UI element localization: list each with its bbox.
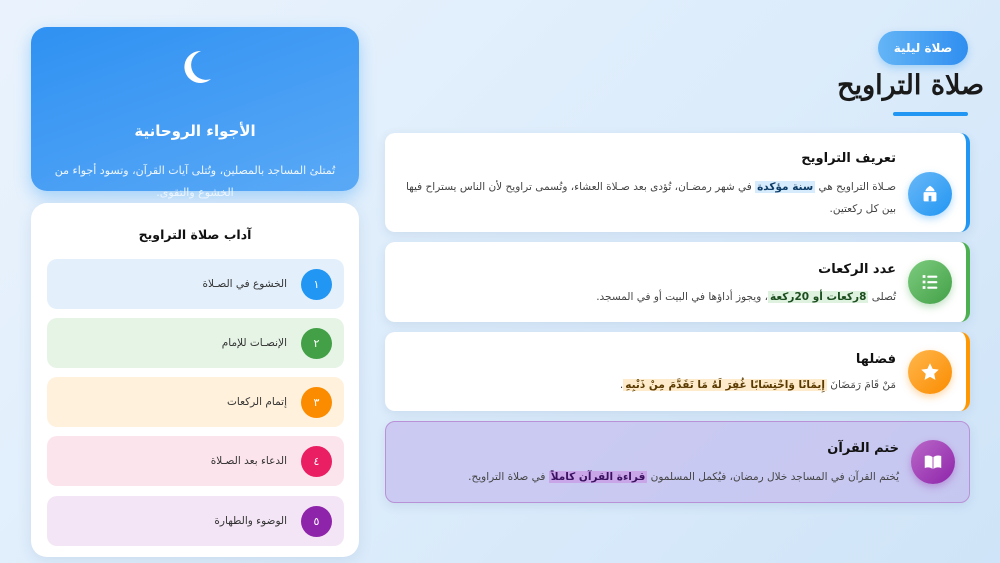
etiquette-title: آداب صلاة التراويح [138,227,252,242]
card-title: فضلها [855,352,896,367]
number-badge: ٥ [301,506,332,537]
card-title: تعريف التراويح [801,151,896,166]
list-item-label: الدعاء بعد الصـلاة [210,455,287,467]
highlight: 8ركعات أو 20ركعة [770,291,867,303]
card-title: عدد الركعات [818,262,896,277]
highlight: قراءة القرآن كاملاً [550,471,646,483]
list-item[interactable] [47,436,344,486]
ambiance-title: الأجواء الروحانية [134,122,256,140]
quran-completion-card [385,421,970,503]
list-item[interactable] [47,318,344,368]
etiquette-panel [31,203,359,557]
card-title: ختم القرآن [827,441,899,456]
page-title: صلاة التراويح [837,70,984,101]
category-tag[interactable]: صلاة ليلية [878,31,968,65]
number-badge: ٢ [301,328,332,359]
ambiance-text: تُمتلئ المساجد بالمصلين، وتُتلى آيات القرآن، وتسود أجواء من الخشوع والتقوى. [54,164,336,199]
card-text: تُصلى 8ركعات أو 20ركعة، ويجوز أداؤها في البيت أو في المسجد. [596,291,896,303]
number-badge: ٣ [301,387,332,418]
definition-card [385,133,970,232]
title-underline [893,112,968,116]
number-badge: ٤ [301,446,332,477]
book-icon [911,440,955,484]
list-item-label: الإنصـات للإمام [221,337,287,349]
highlight: إِيمَانًا وَاحْتِسَابًا غُفِرَ لَهُ مَا تَقَدَّمَ مِنْ ذَنْبِهِ [625,379,825,391]
list-item[interactable] [47,496,344,546]
list-item-label: الخشوع في الصـلاة [202,278,287,290]
number-badge: ١ [301,269,332,300]
rakat-count-card [385,242,970,322]
virtue-card [385,332,970,411]
star-icon [908,350,952,394]
list-item[interactable] [47,377,344,427]
list-icon [908,260,952,304]
card-text: مَنْ قَامَ رَمَضَانَ إِيمَانًا وَاحْتِسَابًا غُفِرَ لَهُ مَا تَقَدَّمَ مِنْ ذَنْبِهِ. [619,379,896,391]
list-item-label: الوضوء والطهارة [214,515,287,527]
spiritual-ambiance-box [31,27,359,199]
card-text: يُختم القرآن في المساجد خلال رمضان، فيُكمل المسلمون قراءة القرآن كاملاً في صلاة التراويح. [468,471,899,483]
list-item[interactable] [47,259,344,309]
list-item-label: إتمام الركعات [226,396,287,408]
card-text: صـلاة التراويح هي سنة مؤكدة في شهر رمضـان، تُؤدى بعد صـلاة العشاء، وتُسمى تراويح لأن الناس يستراح فيها بين كل ركعتين. [405,181,896,215]
mosque-icon [908,172,952,216]
moon-icon [175,47,215,87]
highlight: سنة مؤكدة [757,181,814,193]
